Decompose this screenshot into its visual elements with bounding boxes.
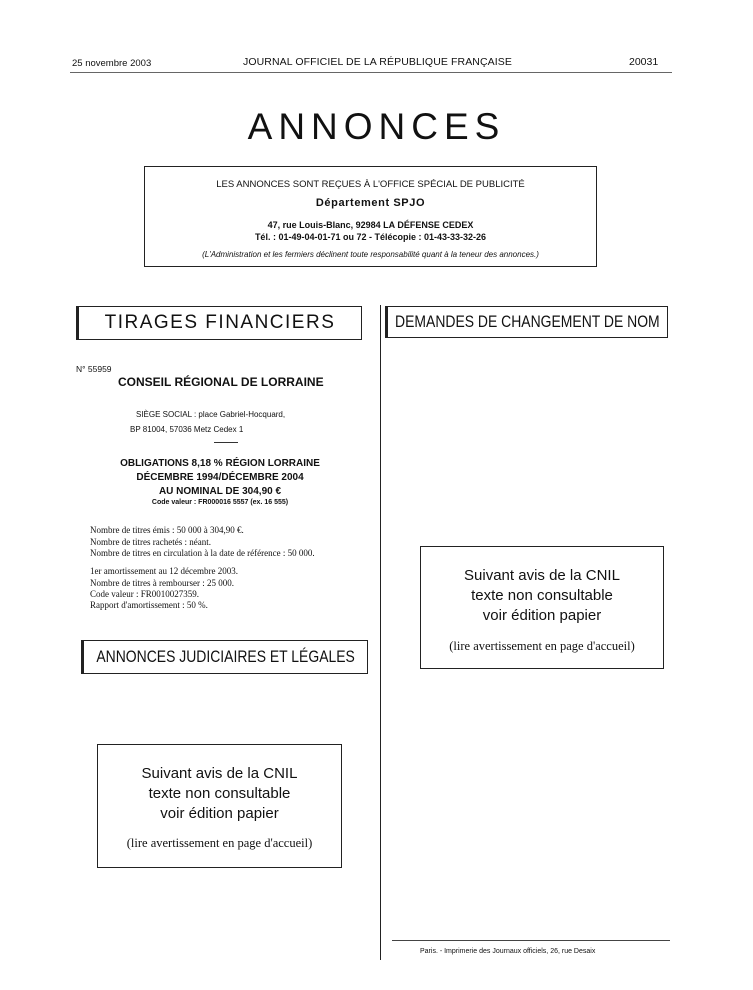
page-title: ANNONCES <box>247 106 506 147</box>
cnil-note: (lire avertissement en page d'accueil) <box>449 639 635 653</box>
section-header-tirages <box>76 306 362 340</box>
cnil-notice-box <box>420 546 664 669</box>
separator-rule <box>214 442 238 443</box>
printer-imprint: Paris. - Imprimerie des Journaux officiels, 26, rue Desaix <box>420 948 596 955</box>
cnil-line-3: voir édition papier <box>160 805 279 822</box>
detail-line: Nombre de titres en circulation à la date de référence : 50 000. <box>90 548 315 558</box>
bond-title-2: DÉCEMBRE 1994/DÉCEMBRE 2004 <box>136 472 304 483</box>
detail-line: Rapport d'amortissement : 50 %. <box>90 600 208 610</box>
cnil-line-1: Suivant avis de la CNIL <box>141 765 298 782</box>
cnil-line-2: texte non consultable <box>148 785 291 802</box>
cnil-note: (lire avertissement en page d'accueil) <box>126 836 313 850</box>
section-header-demandes <box>385 306 668 338</box>
siege-line-1: SIÈGE SOCIAL : place Gabriel-Hocquard, <box>136 410 286 419</box>
section-title-demandes: DEMANDES DE CHANGEMENT DE NOM <box>395 312 660 331</box>
section-header-annonces-judiciaires <box>81 640 368 674</box>
siege-line-2: BP 81004, 57036 Metz Cedex 1 <box>130 425 244 434</box>
bond-title-1: OBLIGATIONS 8,18 % RÉGION LORRAINE <box>120 458 320 469</box>
info-disclaimer: (L'Administration et les fermiers déclinent toute responsabilité quant à la teneur des annonces.) <box>202 250 539 259</box>
detail-line: 1er amortissement au 12 décembre 2003. <box>90 566 238 576</box>
section-title-annonces-judiciaires: ANNONCES JUDICIAIRES ET LÉGALES <box>96 647 355 666</box>
notice-number: N° 55959 <box>76 364 112 374</box>
cnil-line-2: texte non consultable <box>471 587 613 604</box>
info-line-1: LES ANNONCES SONT REÇUES À L'OFFICE SPÉCIAL DE PUBLICITÉ <box>216 179 525 190</box>
bond-title-3: AU NOMINAL DE 304,90 € <box>158 486 282 497</box>
page-number: 20031 <box>629 56 659 68</box>
footer-rule <box>392 940 670 941</box>
info-address: 47, rue Louis-Blanc, 92984 LA DÉFENSE CEDEX <box>267 220 474 230</box>
header-date: 25 novembre 2003 <box>72 58 152 69</box>
header-rule <box>70 72 672 73</box>
column-divider <box>380 305 381 960</box>
cnil-line-3: voir édition papier <box>482 607 602 624</box>
organization-name: CONSEIL RÉGIONAL DE LORRAINE <box>118 375 324 389</box>
info-department: Département SPJO <box>315 197 426 209</box>
cnil-line-1: Suivant avis de la CNIL <box>464 567 620 584</box>
section-title-tirages: TIRAGES FINANCIERS <box>104 312 336 333</box>
journal-title: JOURNAL OFFICIEL DE LA RÉPUBLIQUE FRANÇAISE <box>243 56 512 68</box>
detail-line: Nombre de titres à rembourser : 25 000. <box>90 578 234 588</box>
detail-line: Nombre de titres émis : 50 000 à 304,90 €. <box>90 525 244 535</box>
cnil-notice-box <box>97 744 342 868</box>
publicity-info-box <box>144 166 597 267</box>
detail-line: Nombre de titres rachetés : néant. <box>90 537 211 547</box>
detail-line: Code valeur : FR0010027359. <box>90 589 199 599</box>
info-phone: Tél. : 01-49-04-01-71 ou 72 - Télécopie : 01-43-33-32-26 <box>254 232 487 242</box>
bond-code: Code valeur : FR000016 5557 (ex. 16 555) <box>151 499 289 506</box>
